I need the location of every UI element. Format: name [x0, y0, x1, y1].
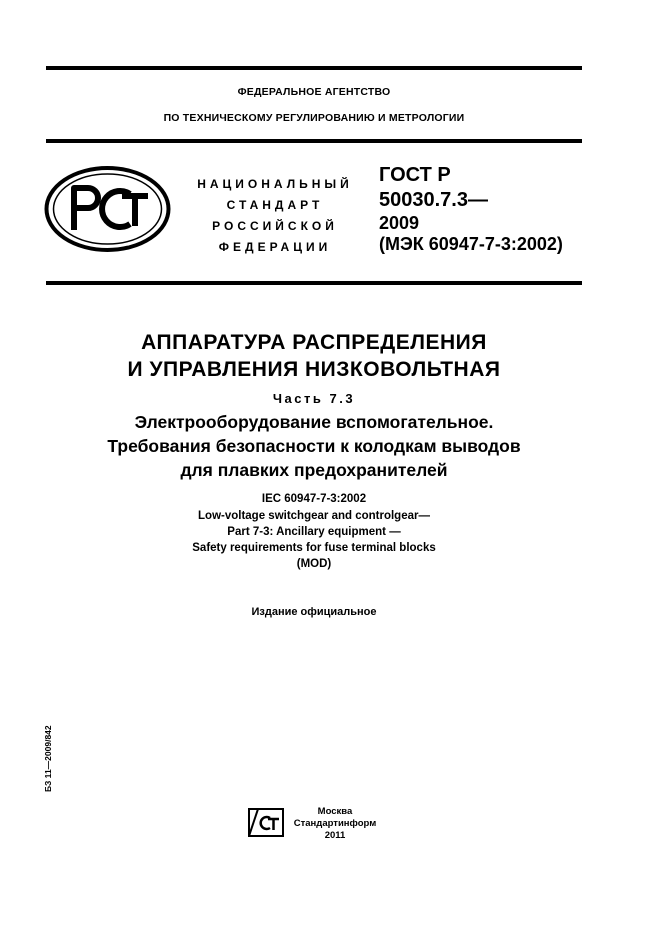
national-standard-line: НАЦИОНАЛЬНЫЙ: [197, 177, 353, 191]
subtitle-line-3: для плавких предохранителей: [180, 460, 448, 480]
part-label: Часть 7.3: [272, 391, 356, 406]
english-line-5: (MOD): [296, 558, 332, 570]
publisher-year: 2011: [324, 830, 346, 841]
title-line-2: И УПРАВЛЕНИЯ НИЗКОВОЛЬТНАЯ: [127, 358, 501, 381]
top-rule: [46, 66, 582, 70]
gost-line-2: 50030.7.3—: [379, 189, 488, 211]
english-line-1: IEC 60947-7-3:2002: [261, 493, 367, 505]
standartinform-logo-icon: [246, 806, 286, 839]
agency-line-1: ФЕДЕРАЛЬНОЕ АГЕНТСТВО: [237, 86, 391, 98]
subtitle-line-1: Электрооборудование вспомогательное.: [134, 412, 494, 432]
english-line-3: Part 7-3: Ancillary equipment —: [227, 526, 401, 538]
rst-certification-mark-icon: [44, 166, 171, 252]
subtitle-line-2: Требования безопасности к колодкам выводов: [107, 436, 521, 456]
national-standard-line: ФЕДЕРАЦИИ: [218, 240, 332, 254]
publisher-city: Москва: [317, 806, 353, 817]
national-standard-line: СТАНДАРТ: [226, 198, 324, 212]
middle-rule: [46, 281, 582, 285]
national-standard-block: [185, 174, 365, 258]
gost-line-3: 2009: [379, 213, 420, 233]
national-standard-line: РОССИЙСКОЙ: [212, 219, 338, 233]
english-line-2: Low-voltage switchgear and controlgear—: [198, 510, 430, 522]
gost-line-4: (МЭК 60947-7-3:2002): [379, 234, 563, 254]
header-rule: [46, 139, 582, 143]
publisher-name: Стандартинформ: [293, 818, 377, 829]
agency-line-2: ПО ТЕХНИЧЕСКОМУ РЕГУЛИРОВАНИЮ И МЕТРОЛОГИИ: [163, 112, 465, 124]
gost-line-1: ГОСТ Р: [379, 164, 451, 186]
english-line-4: Safety requirements for fuse terminal blocks: [192, 542, 436, 554]
side-code: БЗ 11—2009/842: [43, 725, 53, 792]
title-line-1: АППАРАТУРА РАСПРЕДЕЛЕНИЯ: [141, 331, 487, 354]
official-edition: Издание официальное: [251, 606, 377, 618]
